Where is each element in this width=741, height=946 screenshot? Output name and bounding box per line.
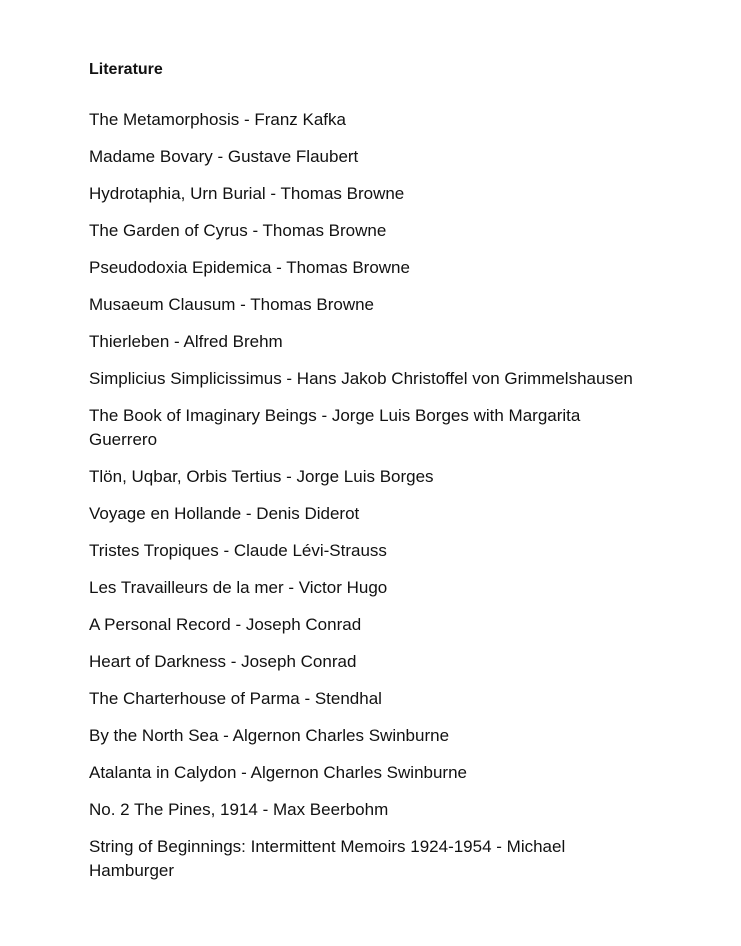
list-item: The Book of Imaginary Beings - Jorge Luis Borges with Margarita Guerrero	[89, 406, 581, 449]
list-item: String of Beginnings: Intermittent Memoirs 1924-1954 - Michael Hamburger	[89, 837, 566, 880]
list-item: The Charterhouse of Parma - Stendhal	[89, 689, 382, 708]
section-heading: Literature	[89, 61, 163, 78]
list-item: Voyage en Hollande - Denis Diderot	[89, 504, 360, 523]
list-item: Les Travailleurs de la mer - Victor Hugo	[89, 578, 388, 597]
list-item: Pseudodoxia Epidemica - Thomas Browne	[89, 258, 410, 277]
list-item: The Metamorphosis - Franz Kafka	[89, 110, 346, 129]
book-list	[89, 108, 649, 883]
list-item: Atalanta in Calydon - Algernon Charles Swinburne	[89, 763, 468, 782]
list-item: Heart of Darkness - Joseph Conrad	[89, 652, 357, 671]
list-item: Tristes Tropiques - Claude Lévi-Strauss	[89, 541, 387, 560]
list-item: A Personal Record - Joseph Conrad	[89, 615, 362, 634]
list-item: Hydrotaphia, Urn Burial - Thomas Browne	[89, 184, 405, 203]
list-item: By the North Sea - Algernon Charles Swinburne	[89, 726, 450, 745]
list-item: Tlön, Uqbar, Orbis Tertius - Jorge Luis Borges	[89, 467, 434, 486]
list-item: No. 2 The Pines, 1914 - Max Beerbohm	[89, 800, 389, 819]
list-item: Madame Bovary - Gustave Flaubert	[89, 147, 359, 166]
list-item: Thierleben - Alfred Brehm	[89, 332, 283, 351]
list-item: Simplicius Simplicissimus - Hans Jakob Christoffel von Grimmelshausen	[89, 369, 633, 388]
list-item: The Garden of Cyrus - Thomas Browne	[89, 221, 387, 240]
list-item: Musaeum Clausum - Thomas Browne	[89, 295, 375, 314]
